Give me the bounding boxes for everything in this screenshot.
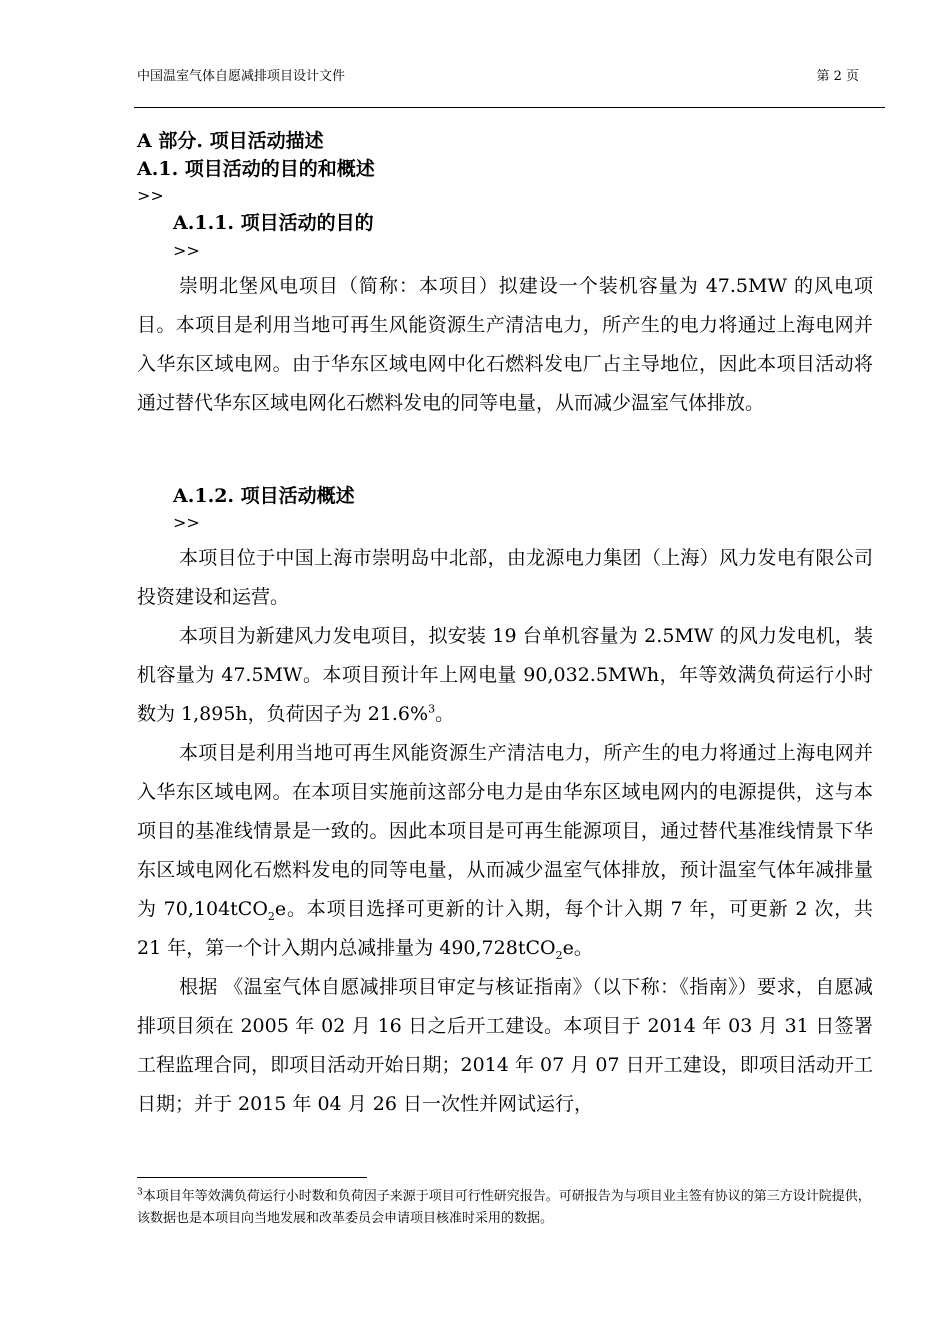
subsection-heading-a11: A.1.1. 项目活动的目的 [173,212,374,234]
footnote-number: 3 [137,1187,143,1198]
paragraph-location: 本项目位于中国上海市崇明岛中北部，由龙源电力集团（上海）风力发电有限公司投资建设和运营。 [137,547,873,608]
emission-text-part3: e。 [562,937,593,959]
section-marker-a1: >> [137,186,164,205]
footnote-text: 本项目年等效满负荷运行小时数和负荷因子来源于项目可行性研究报告。可研报告为与项目业主签有协议的第三方设计院提供，该数据也是本项目向当地发展和改革委员会申请项目核准时采用的数据。 [137,1189,871,1226]
subsection-marker-a11: >> [173,241,200,260]
footnote-reference: 3 [428,702,436,716]
subsection-heading-a12: A.1.2. 项目活动概述 [173,485,355,507]
page-number: 第 2 页 [816,69,859,84]
section-heading-a1: A.1. 项目活动的目的和概述 [137,158,375,180]
footnote [137,1186,877,1230]
footnote-divider [137,1177,367,1178]
co2-subscript: 2 [267,909,275,923]
paragraph-emission-reduction [137,734,873,968]
part-heading: A 部分. 项目活动描述 [137,130,324,152]
paragraph-purpose: 崇明北堡风电项目（简称：本项目）拟建设一个装机容量为 47.5MW 的风电项目。本项目是利用当地可再生风能资源生产清洁电力，所产生的电力将通过上海电网并入华东区域电网。由于华东区域电网中化石燃料发电厂占主导地位，因此本项目活动将通过替代华东区域电网化石燃料发电的同等电量，从而减少温室气体排放。 [137,275,873,414]
paragraph-capacity-end: 。 [435,703,455,725]
co2-subscript: 2 [555,948,563,962]
paragraph-timeline: 根据 《温室气体自愿减排项目审定与核证指南》（以下称：《指南》）要求，自愿减排项目须在 2005 年 02 月 16 日之后开工建设。本项目于 2014 年 03 月 31 日签署工程监理合同，即项目活动开始日期；2014 年 07 月 07 日开工建设，即项目活动开工日期；并于 2015 年 04 月 26 日一次性并网试运行， [137,976,873,1115]
emission-text-part2: e。本项目选择可更新的计入期，每个计入期 7 年，可更新 2 次，共 21 年，第一个计入期内总减排量为 490,728tCO [137,898,873,959]
paragraph-capacity [137,617,873,734]
page-header [137,68,859,86]
emission-text-part1: 本项目是利用当地可再生风能资源生产清洁电力，所产生的电力将通过上海电网并入华东区域电网。在本项目实施前这部分电力是由华东区域电网内的电源提供，这与本项目的基准线情景是一致的。因此本项目是可再生能源项目，通过替代基准线情景下华东区域电网化石燃料发电的同等电量，从而减少温室气体排放，预计温室气体年减排量为 70,104tCO [137,742,873,920]
header-divider [134,107,885,108]
paragraph-capacity-text: 本项目为新建风力发电项目，拟安装 19 台单机容量为 2.5MW 的风力发电机，装机容量为 47.5MW。本项目预计年上网电量 90,032.5MWh，年等效满负荷运行小时数为 1,895h，负荷因子为 21.6% [137,625,873,725]
document-title: 中国温室气体自愿减排项目设计文件 [137,69,346,84]
subsection-marker-a12: >> [173,513,200,532]
